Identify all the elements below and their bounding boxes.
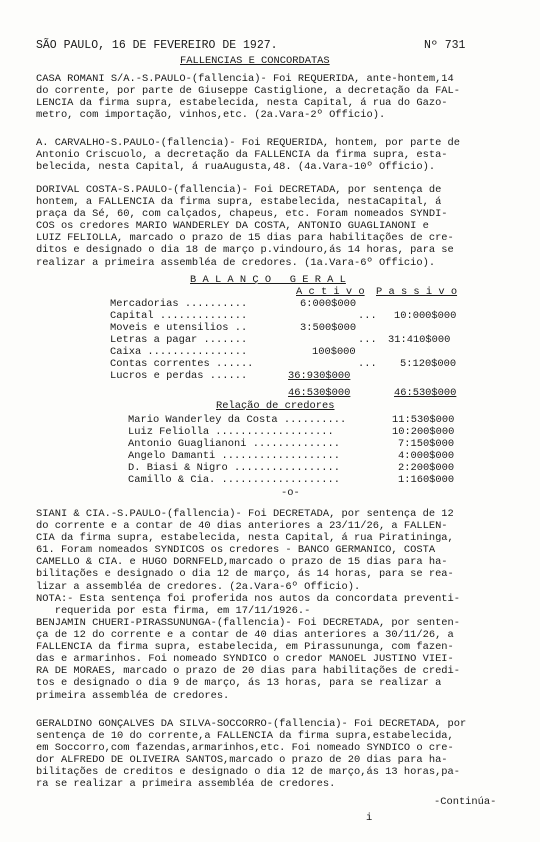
notice-line: CAMELLO & CIA. e HUGO DORNFELD,marcado o prazo de 15 dias para ha- (36, 556, 448, 569)
balance-row-activo: 3:500$000 (300, 322, 357, 334)
notice-note: NOTA:- Esta sentença foi proferida nos autos da concordata preventi- (36, 592, 461, 605)
notice-line: do corrente e a contar de 40 dias anteriores a 23/11/26, a FALLEN- (36, 520, 448, 533)
notice-line: das e armarinhos. Foi nomeado SYNDICO o credor MANOEL JUSTINO VIEI- (36, 653, 454, 666)
balance-row-activo: ... (358, 310, 377, 322)
creditor-name: D. Biasi & Nigro ................. (128, 462, 341, 474)
balance-row-activo: 6:000$000 (300, 298, 357, 310)
notice-line: COS os credores MARIO WANDERLEY DA COSTA, ANTONIO GUAGLIANONI e (36, 220, 429, 233)
creditor-amount: 2:200$000 (398, 462, 455, 474)
notice-line: 61. Foram nomeados SYNDICOS os credores - BANCO GERMANICO, COSTA (36, 544, 436, 557)
notice-line: ditos e designado o dia 18 de março p.vindouro,ás 14 horas, para se (36, 244, 454, 257)
document-date: SÃO PAULO, 16 DE FEVEREIRO DE 1927. (36, 39, 278, 52)
notice-line: bilitações e designado o dia 12 de março, ás 14 horas, para se rea- (36, 568, 454, 581)
notice-line: FALLENCIA da firma supra, estabelecida, em Pirassununga, com fazen- (36, 641, 454, 654)
balance-row-label: Lucros e perdas ...... (110, 370, 248, 382)
notice-siani (36, 508, 504, 617)
balance-total-passivo: 46:530$000 (394, 387, 457, 399)
balance-row-activo: 36:930$000 (288, 370, 351, 382)
notice-line: realizar a primeira assembléa de credores. (1a.Vara-6º Officio). (36, 256, 436, 269)
creditor-name: Camillo & Cia. ................... (128, 474, 341, 486)
balance-row-passivo: 5:120$000 (400, 358, 457, 370)
notice-line: RA DE MORAES, marcado o prazo de 20 dias para habilitações de credi- (36, 665, 461, 678)
balance-row-label: Mercadorias .......... (110, 298, 248, 310)
notice-line: ça de 12 do corrente e a contar de 40 dias anteriores a 30/11/26, a (36, 629, 454, 642)
creditor-amount: 10:200$000 (392, 426, 455, 438)
notice-line: praça da Sé, 60, com calçados, chapeus, etc. Foram nomeados SYNDI- (36, 208, 448, 221)
document-number: Nº 731 (424, 39, 466, 52)
creditor-name: Angelo Damanti ................... (128, 450, 341, 462)
balance-row-passivo: 31:410$000 (388, 334, 451, 346)
notice-line: DORIVAL COSTA-S.PAULO-(fallencia)- Foi DECRETADA, por sentença de (36, 184, 442, 196)
notice-dorival-costa (36, 184, 504, 269)
balance-row-label: Letras a pagar ....... (110, 334, 248, 346)
page-mark: i (366, 812, 373, 824)
section-title: FALLENCIAS E CONCORDATAS (180, 55, 330, 67)
notice-note: requerida por esta firma, em 17/11/1926.- (36, 604, 311, 617)
notice-line: hontem, a FALLENCIA da firma supra, estabelecida, nestaCapital, á (36, 196, 442, 209)
notice-line: LUIZ FELIOLLA, marcado o prazo de 15 dias para habilitações de cre- (36, 232, 454, 245)
notice-line: CASA ROMANI S/A.-S.PAULO-(fallencia)- Foi REQUERIDA, ante-hontem,14 (36, 73, 454, 85)
notice-line: Antonio Criscuolo, a decretação da FALLENCIA da firma supra, esta- (36, 149, 448, 162)
notice-line: em Soccorro,com fazendas,armarinhos,etc. Foi nomeado SYNDICO o cre- (36, 742, 454, 755)
creditor-amount: 1:160$000 (398, 474, 455, 486)
notice-benjamin-chueri (36, 617, 504, 702)
notice-casa-romani (36, 73, 504, 121)
balance-col-activo: A c t i v o (296, 286, 365, 298)
creditors-title: Relação de credores (216, 400, 335, 412)
notice-geraldino-goncalves (36, 718, 504, 791)
notice-line: CIA da firma supra, estabelecida, nesta Capital, á rua Piratininga, (36, 532, 454, 545)
creditor-amount: 7:150$000 (398, 438, 455, 450)
balance-row-activo: ... (358, 334, 377, 346)
notice-line: tos e designado o dia 9 de março, ás 13 horas, para se realizar a (36, 677, 442, 690)
notice-line: BENJAMIN CHUERI-PIRASSUNUNGA-(fallencia)- Foi DECRETADA, por senten- (36, 617, 461, 629)
notice-line: ra se realizar a primeira assembléa de credores. (36, 778, 336, 791)
continues-marker: -Continúa- (434, 796, 497, 808)
notice-line: A. CARVALHO-S.PAULO-(fallencia)- Foi REQUERIDA, hontem, por parte de (36, 137, 461, 149)
balance-title: B A L A N Ç O G E R A L (190, 274, 346, 286)
notice-line: SIANI & CIA.-S.PAULO-(fallencia)- Foi DECRETADA, por sentença de 12 (36, 508, 454, 520)
balance-row-label: Caixa ................ (110, 346, 248, 358)
balance-row-label: Capital .............. (110, 310, 248, 322)
balance-row-passivo: 10:000$000 (394, 310, 457, 322)
notice-a-carvalho (36, 137, 504, 173)
notice-line: GERALDINO GONÇALVES DA SILVA-SOCCORRO-(fallencia)- Foi DECRETADA, por (36, 718, 467, 730)
notice-line: sentença de 10 do corrente,a FALLENCIA da firma supra,estabelecida, (36, 730, 454, 743)
section-separator: -o- (281, 487, 300, 499)
notice-line: dor ALFREDO DE OLIVEIRA SANTOS,marcado o prazo de 20 dias para ha- (36, 754, 448, 767)
creditor-name: Antonio Guaglianoni .............. (128, 438, 341, 450)
notice-line: do corrente, por parte de Giuseppe Castiglione, a decretação da FAL- (36, 85, 461, 98)
balance-row-activo: 100$000 (312, 346, 356, 358)
notice-line: LENCIA da firma supra, estabelecida, nesta Capital, á rua do Gazo- (36, 97, 448, 110)
notice-line: lizar a assembléa de credores. (2a.Vara-6º Officio). (36, 580, 361, 593)
notice-line: metro, com importação, vinhos,etc. (2a.Vara-2º Officio). (36, 109, 386, 122)
notice-line: bilitações de creditos e designado o dia 12 de março,ás 13 horas,pa- (36, 766, 461, 779)
creditor-amount: 11:530$000 (392, 414, 455, 426)
balance-total-activo: 46:530$000 (288, 387, 351, 399)
notice-line: belecida, nesta Capital, á ruaAugusta,48. (4a.Vara-10º Officio). (36, 161, 436, 174)
balance-row-activo: ... (358, 358, 377, 370)
balance-row-label: Contas correntes ...... (110, 358, 254, 370)
creditor-amount: 4:000$000 (398, 450, 455, 462)
creditor-name: Luiz Feliolla ................... (128, 426, 334, 438)
balance-col-passivo: P a s s i v o (376, 286, 458, 298)
balance-row-label: Moveis e utensilios .. (110, 322, 248, 334)
notice-line: primeira assembléa de credores. (36, 689, 230, 702)
creditor-name: Mario Wanderley da Costa .......... (128, 414, 347, 426)
